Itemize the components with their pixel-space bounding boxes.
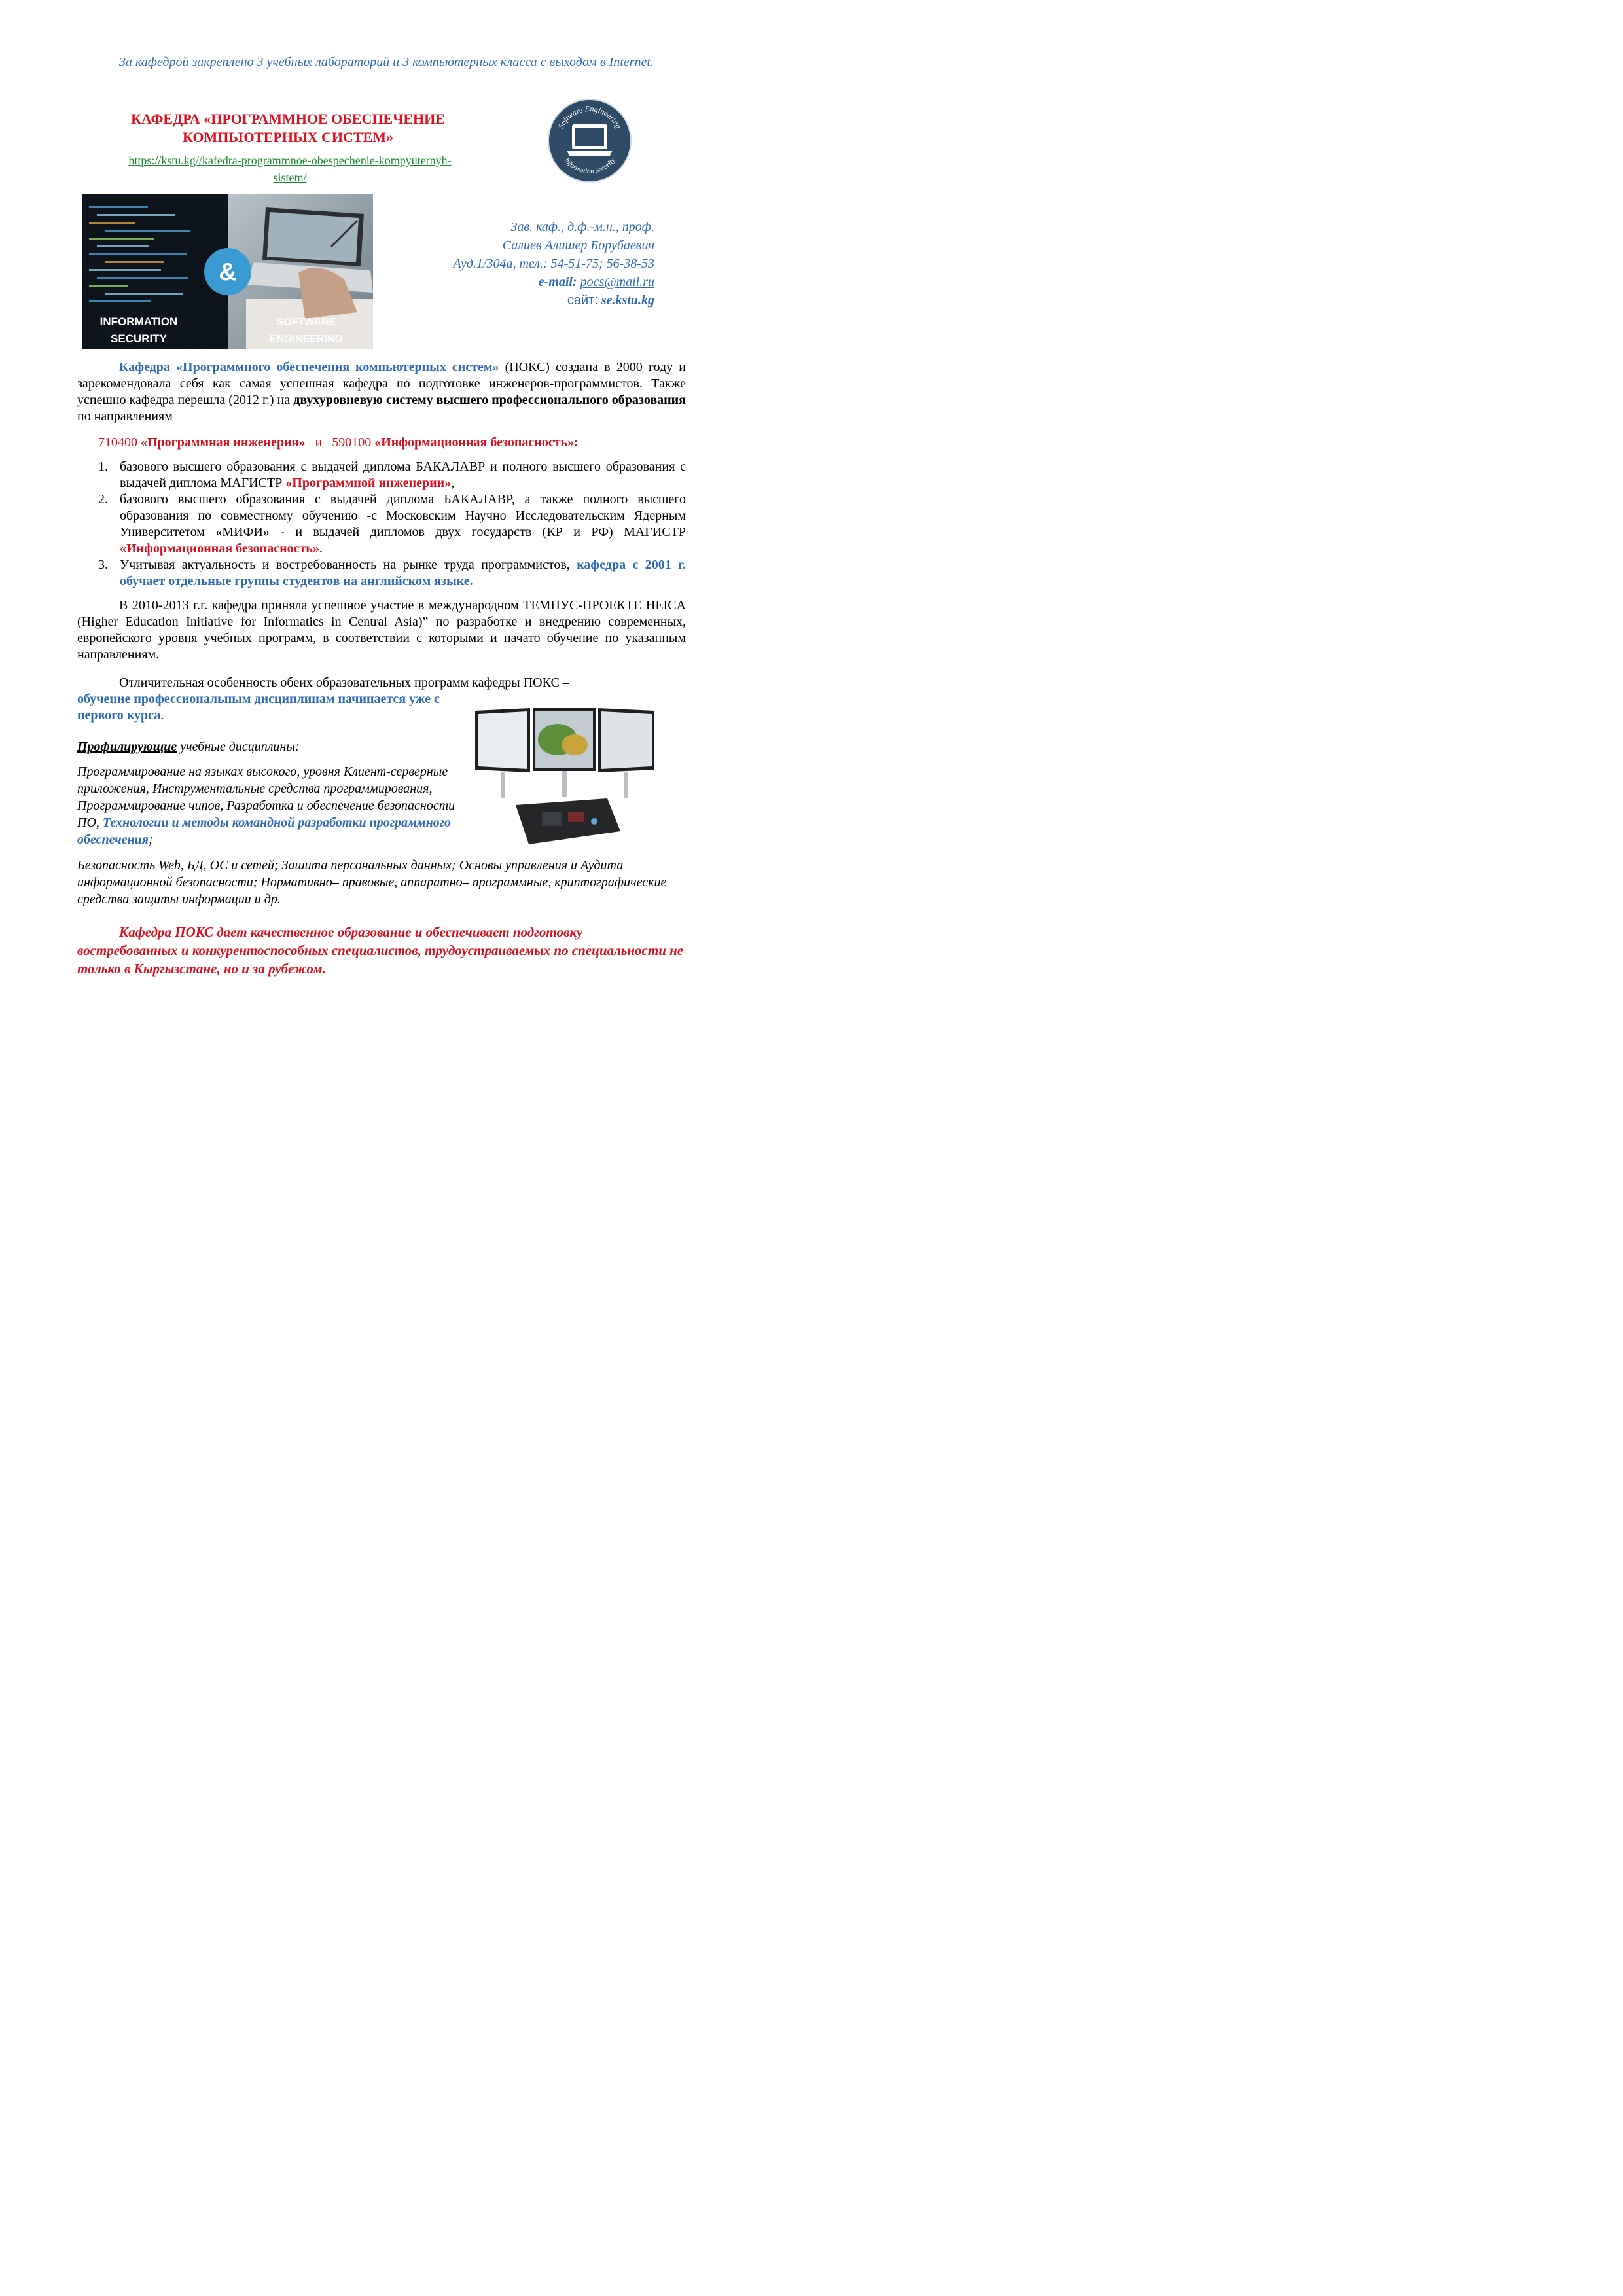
profile-heading xyxy=(77,738,444,755)
department-title-line2: КОМПЬЮТЕРНЫХ СИСТЕМ» xyxy=(182,129,394,145)
head-title: Зав. каф., д.ф.-м.н., проф. xyxy=(510,220,654,234)
profile-heading-label: Профилирующие xyxy=(77,740,177,754)
email-link[interactable]: pocs@mail.ru xyxy=(580,275,654,289)
department-link[interactable] xyxy=(77,152,503,186)
logo-top-text: Software Engineering xyxy=(556,103,624,130)
disciplines-text: Программирование на языках высокого, уровня Клиент-серверные приложения, Инструментальные средства программирования, Программирование чипов, Разработка и обеспечение безопасности ПО, xyxy=(77,764,455,830)
list-number: 3. xyxy=(98,558,108,572)
closing-statement: Кафедра ПОКС дает качественное образование и обеспечивает подготовку востребованных и конкурентоспособных специалистов, трудоустраиваемых по специальности не только в Кыргызстане, но и за рубежом. xyxy=(77,924,684,977)
department-title xyxy=(92,110,484,147)
list-item xyxy=(98,557,686,590)
banner-label-software: SOFTWARE xyxy=(276,317,336,328)
email-label: e-mail: xyxy=(538,275,577,289)
email-line xyxy=(366,273,654,291)
banner-label-engineering: ENGINEERING xyxy=(269,334,344,345)
degree-list xyxy=(98,459,686,590)
banner-label-security: SECURITY xyxy=(111,332,167,345)
department-description xyxy=(77,359,686,425)
list-tail: , xyxy=(451,476,455,490)
intro-text: За кафедрой закреплено 3 учебных лабораторий и 3 компьютерных класса с выходом в Internet. xyxy=(119,55,654,69)
department-logo xyxy=(547,98,632,183)
list-number: 2. xyxy=(98,492,108,507)
direction-code-2: 590100 xyxy=(332,435,372,450)
feature-highlight: обучение профессиональным дисциплинам начинается уже с первого курса xyxy=(77,692,440,723)
feature-highlight-block xyxy=(77,691,463,724)
site-link[interactable]: se.kstu.kg xyxy=(601,293,654,308)
disciplines-block-2: Безопасность Web, БД, ОС и сетей; Зашита персональных данных; Основы управления и Аудита информационной безопасности; Нормативно– правовые, аппаратно– программные, криптографические средства защиты информации и др. xyxy=(77,858,667,906)
site-line xyxy=(366,291,654,310)
list-highlight: кафедра с 2001 г. обучает отдельные группы студентов на английском языке. xyxy=(120,558,686,588)
department-link-line1[interactable]: https://kstu.kg//kafedra-programmnoe-obespechenie-kompyuternyh- xyxy=(128,154,452,167)
department-name: Кафедра «Программного обеспечения компьютерных систем» xyxy=(119,360,499,374)
feature-tail: . xyxy=(160,708,164,723)
list-item xyxy=(98,459,686,492)
list-text: базового высшего образования с выдачей диплома БАКАЛАВР и полного высшего образования с выдачей диплома МАГИСТР xyxy=(120,459,686,490)
workstation-image xyxy=(470,707,660,850)
list-number: 1. xyxy=(98,459,108,474)
description-text-b: по направлениям xyxy=(77,409,173,423)
disciplines-block-1 xyxy=(77,763,463,848)
tempus-paragraph: В 2010-2013 г.г. кафедра приняла успешное участие в международном ТЕМПУС-ПРОЕКТЕ HEICA (Higher Education Initiative for Informatics in Central Asia)” по разработке и внедрению современных, европейского уровня учебных программ, в соответствии с которыми и начато обучение по указанным направлениям. xyxy=(77,598,686,662)
laptop-logo-icon xyxy=(547,98,632,183)
disciplines-highlight: Технологии и методы командной разработки программного обеспечения xyxy=(77,816,452,847)
list-text: Учитывая актуальность и востребованность на рынке труда программистов, xyxy=(120,558,577,572)
banner-label-information: INFORMATION xyxy=(99,315,178,328)
infosec-software-banner xyxy=(82,194,373,349)
profile-heading-rest: учебные дисциплины: xyxy=(177,740,300,754)
direction-name-2: «Информационная безопасность»: xyxy=(374,435,579,450)
head-name: Салиев Алишер Борубаевич xyxy=(502,238,654,253)
direction-code-1: 710400 xyxy=(98,435,137,450)
list-tail: . xyxy=(319,541,323,556)
department-title-line1: КАФЕДРА «ПРОГРАММНОЕ ОБЕСПЕЧЕНИЕ xyxy=(131,111,445,127)
description-bold: двухуровневую систему высшего профессионального образования xyxy=(293,393,686,407)
banner-image xyxy=(82,194,373,349)
list-item xyxy=(98,492,686,557)
ampersand-symbol: & xyxy=(219,259,237,286)
feature-paragraph: Отличительная особенность обеих образовательных программ кафедры ПОКС – xyxy=(119,675,569,690)
direction-conj: и xyxy=(315,435,323,450)
description-text-a: (ПОКС) создана в 2000 году и зарекомендовала себя как самая успешная кафедра по подготовке инженеров-программистов. Также успешно кафедра перешла (2012 г.) на xyxy=(77,360,686,407)
department-link-line2[interactable]: sistem/ xyxy=(273,171,307,184)
study-directions xyxy=(98,434,687,451)
list-highlight: «Программной инженерии» xyxy=(285,476,452,490)
monitors-icon xyxy=(470,707,660,850)
list-text: базового высшего образования с выдачей диплома БАКАЛАВР, а также полного высшего образования по совместному обучению -с Московским Научно Исследовательским Ядерным Университетом «МИФИ» - и выдачей дипломов двух государств (КР и РФ) МАГИСТР xyxy=(120,492,686,539)
list-highlight: «Информационная безопасность» xyxy=(120,541,319,556)
direction-name-1: «Программная инженерия» xyxy=(141,435,306,450)
logo-bottom-text: Information Security xyxy=(562,156,617,176)
disciplines-tail: ; xyxy=(149,833,153,847)
head-contact-block xyxy=(366,218,654,310)
site-label: сайт: xyxy=(567,293,598,308)
office-phone: Ауд.1/304а, тел.: 54-51-75; 56-38-53 xyxy=(453,257,654,271)
